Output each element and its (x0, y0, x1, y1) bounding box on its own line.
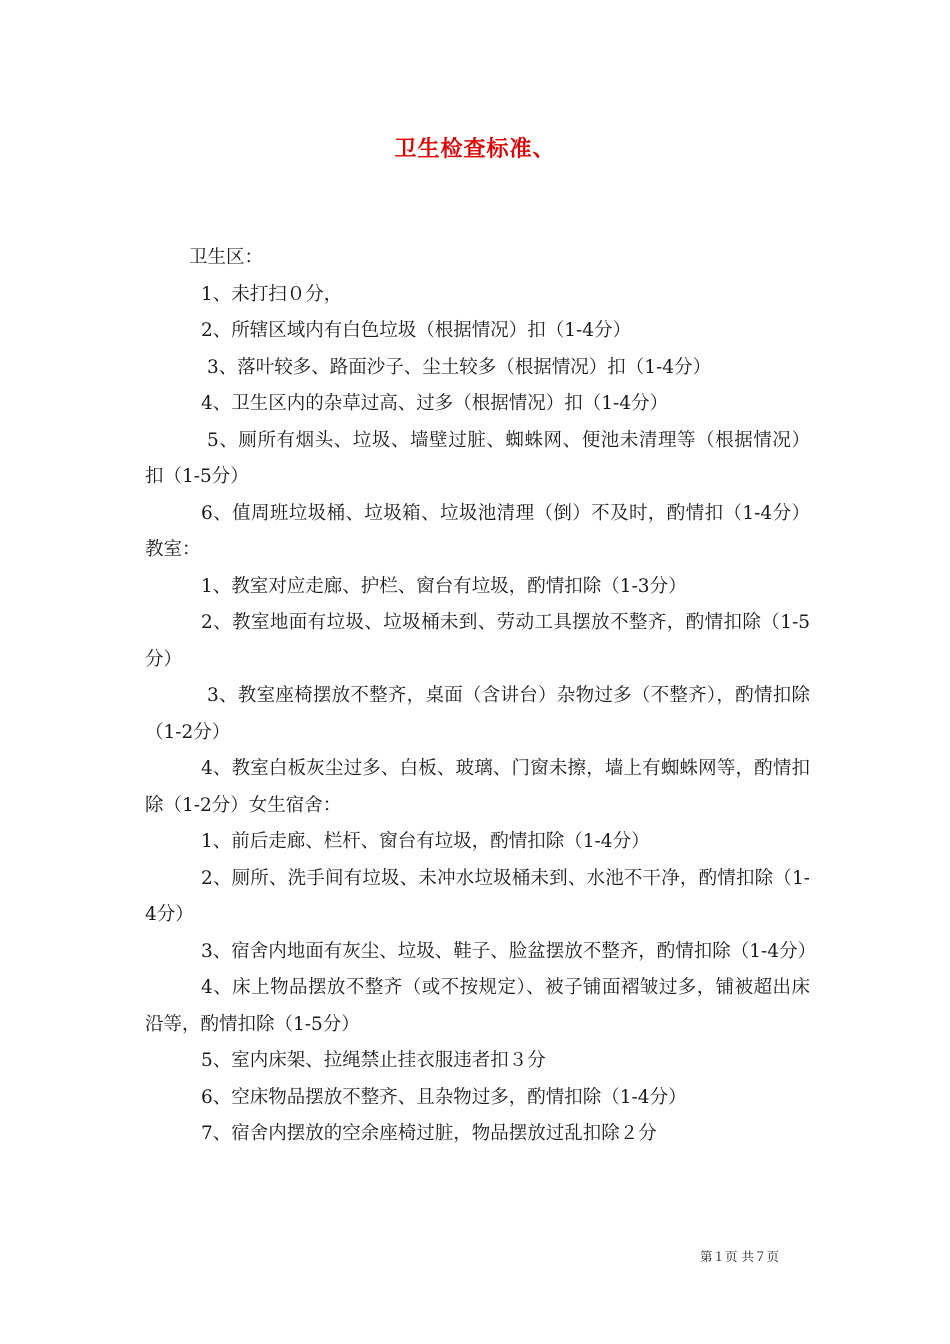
paragraph: 6、空床物品摆放不整齐、且杂物过多，酌情扣除（1-4分） (201, 1086, 687, 1108)
paragraph: 1、教室对应走廊、护栏、窗台有垃圾，酌情扣除（1-3分） (201, 575, 687, 597)
paragraph: 2、所辖区域内有白色垃圾（根据情况）扣（1-4分） (201, 320, 632, 341)
paragraph: 3、教室座椅摆放不整齐，桌面（含讲台）杂物过多（不整齐），酌情扣除（1-2分） (145, 685, 810, 743)
document-body (145, 240, 817, 1153)
paragraph: 3、落叶较多、路面沙子、尘土较多（根据情况）扣（1-4分） (207, 356, 712, 378)
page-title: 卫生检查标准、 (394, 136, 556, 162)
paragraph: 2、厕所、洗手间有垃圾、未冲水垃圾桶未到、水池不干净，酌情扣除（1-4分） (145, 867, 810, 925)
paragraph: 1、前后走廊、栏杆、窗台有垃圾，酌情扣除（1-4分） (201, 831, 650, 852)
paragraph: 卫生区： (189, 247, 264, 268)
paragraph: 5、厕所有烟头、垃圾、墙壁过脏、蜘蛛网、便池未清理等（根据情况）扣（1-5分） (145, 429, 810, 487)
paragraph: 2、教室地面有垃圾、垃圾桶未到、劳动工具摆放不整齐，酌情扣除（1-5分） (145, 612, 810, 670)
page-number: 第１页 共７页 (700, 1249, 779, 1264)
paragraph: 4、卫生区内的杂草过高、过多（根据情况）扣（1-4分） (201, 393, 669, 414)
paragraph: 5、室内床架、拉绳禁止挂衣服违者扣３分 (201, 1050, 546, 1071)
paragraph: 4、床上物品摆放不整齐（或不按规定）、被子铺面褶皱过多，铺被超出床沿等，酌情扣除（1-5分） (145, 977, 810, 1035)
paragraph: 4、教室白板灰尘过多、白板、玻璃、门窗未擦，墙上有蜘蛛网等，酌情扣除（1-2分）女生宿舍： (145, 758, 810, 816)
paragraph: 3、宿舍内地面有灰尘、垃圾、鞋子、脸盆摆放不整齐，酌情扣除（1-4分） (201, 940, 817, 962)
paragraph: 7、宿舍内摆放的空余座椅过脏，物品摆放过乱扣除２分 (201, 1123, 657, 1144)
paragraph: 6、值周班垃圾桶、垃圾箱、垃圾池清理（倒）不及时，酌情扣（1-4分）教室： (145, 502, 810, 560)
paragraph: 1、未打扫０分， (201, 283, 343, 305)
